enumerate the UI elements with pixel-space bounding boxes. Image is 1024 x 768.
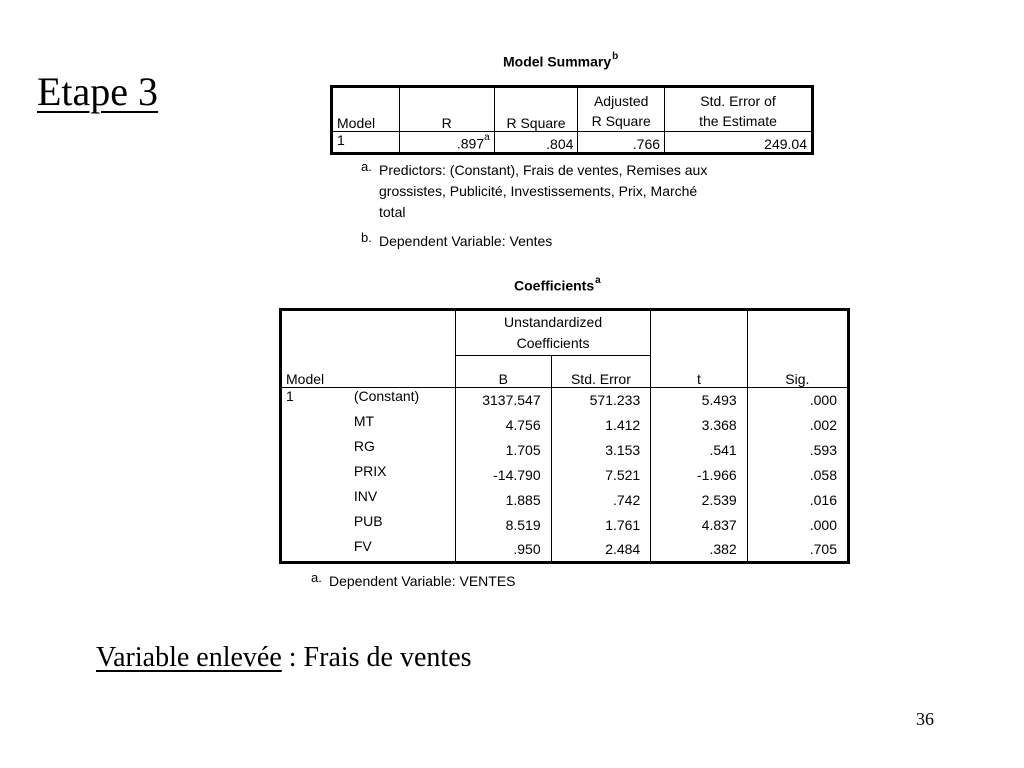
- coef-header-model: Model: [281, 310, 456, 388]
- ms-header-r: R: [399, 87, 494, 132]
- coef-cell-t: .382: [651, 538, 747, 563]
- removed-variable-value: : Frais de ventes: [281, 642, 472, 673]
- coef-cell-b: 1.885: [455, 488, 551, 513]
- ms-header-r-square: R Square: [494, 87, 578, 132]
- slide-title: Etape 3: [37, 69, 159, 114]
- ms-cell-adjusted-r-square: .766: [578, 132, 665, 154]
- coef-cell-model: [281, 438, 350, 463]
- coef-cell-sig: .000: [747, 513, 848, 538]
- coef-cell-b: -14.790: [455, 463, 551, 488]
- coef-cell-std-error: 1.761: [551, 513, 651, 538]
- coef-header-sig: Sig.: [747, 310, 848, 388]
- coef-cell-b: 4.756: [455, 413, 551, 438]
- coef-body: [281, 388, 849, 563]
- ms-footnote-b-mark: b.: [361, 230, 372, 245]
- coef-cell-sig: .058: [747, 463, 848, 488]
- ms-footnote-a-line2: grossistes, Publicité, Investissements, Prix, Marché: [379, 183, 698, 199]
- coef-cell-model: [281, 413, 350, 438]
- coef-cell-std-error: 3.153: [551, 438, 651, 463]
- coef-cell-b: 1.705: [455, 438, 551, 463]
- model-summary-caption-text: Model Summary: [503, 53, 612, 70]
- coef-cell-sig: .705: [747, 538, 848, 563]
- ms-footnote-b: [361, 231, 781, 253]
- coefficients-caption-text: Coefficients: [514, 277, 595, 294]
- coef-row: [281, 388, 849, 413]
- coef-cell-model: [281, 538, 350, 563]
- coef-cell-b: 3137.547: [455, 388, 551, 413]
- coef-row: [281, 538, 849, 563]
- coef-footnote: [311, 571, 711, 593]
- coef-cell-variable: MT: [350, 413, 456, 438]
- coef-row: [281, 438, 849, 463]
- coef-row: [281, 463, 849, 488]
- coef-cell-std-error: 2.484: [551, 538, 651, 563]
- removed-variable-line: [96, 640, 472, 676]
- coef-cell-variable: FV: [350, 538, 456, 563]
- coef-cell-std-error: 1.412: [551, 413, 651, 438]
- coef-cell-b: .950: [455, 538, 551, 563]
- coef-cell-sig: .002: [747, 413, 848, 438]
- coef-row: [281, 513, 849, 538]
- coef-cell-std-error: .742: [551, 488, 651, 513]
- coef-cell-model: [281, 513, 350, 538]
- model-summary-caption: [503, 53, 618, 70]
- ms-footnote-a-line1: Predictors: (Constant), Frais de ventes, Remises aux: [379, 162, 708, 178]
- coef-footnote-text: Dependent Variable: VENTES: [329, 573, 516, 589]
- coef-cell-sig: .016: [747, 488, 848, 513]
- ms-header-adjusted-r-square: Adjusted R Square: [578, 87, 665, 132]
- coef-header-b: B: [455, 356, 551, 388]
- coef-cell-model: [281, 488, 350, 513]
- coef-row: [281, 413, 849, 438]
- ms-footnote-b-text: Dependent Variable: Ventes: [379, 233, 553, 249]
- coef-cell-t: 3.368: [651, 413, 747, 438]
- coef-cell-t: 4.837: [651, 513, 747, 538]
- coef-header-unstandardized: Unstandardized Coefficients: [455, 310, 650, 356]
- ms-footnote-a-line3: total: [379, 204, 406, 220]
- coef-cell-t: -1.966: [651, 463, 747, 488]
- ms-header-std-error: Std. Error of the Estimate: [665, 87, 813, 132]
- coef-cell-b: 8.519: [455, 513, 551, 538]
- model-summary-caption-mark: b: [612, 51, 619, 62]
- coef-cell-model: 1: [281, 388, 350, 413]
- ms-cell-model: 1: [332, 132, 400, 154]
- removed-variable-label: Variable enlevée: [96, 642, 282, 673]
- coef-cell-model: [281, 463, 350, 488]
- coef-cell-sig: .593: [747, 438, 848, 463]
- ms-footnote-a-mark: a.: [361, 159, 372, 174]
- ms-cell-r: .897$^a$: [399, 132, 494, 154]
- coef-header-t: t: [651, 310, 747, 388]
- coef-cell-std-error: 7.521: [551, 463, 651, 488]
- coef-cell-t: .541: [651, 438, 747, 463]
- coef-cell-sig: .000: [747, 388, 848, 413]
- coef-cell-variable: (Constant): [350, 388, 456, 413]
- model-summary-table: [330, 85, 814, 155]
- ms-cell-std-error: 249.04: [665, 132, 813, 154]
- ms-footnote-a: [361, 160, 781, 226]
- coef-cell-t: 5.493: [651, 388, 747, 413]
- coef-cell-std-error: 571.233: [551, 388, 651, 413]
- coef-cell-variable: PRIX: [350, 463, 456, 488]
- coef-row: [281, 488, 849, 513]
- ms-cell-r-square: .804: [494, 132, 578, 154]
- coef-cell-variable: INV: [350, 488, 456, 513]
- coef-cell-variable: PUB: [350, 513, 456, 538]
- coefficients-table: [279, 308, 850, 564]
- coef-header-std-error: Std. Error: [551, 356, 651, 388]
- coef-cell-variable: RG: [350, 438, 456, 463]
- coefficients-caption: [514, 277, 601, 294]
- coef-footnote-mark: a.: [311, 570, 322, 585]
- ms-header-model: Model: [332, 87, 400, 132]
- coef-cell-t: 2.539: [651, 488, 747, 513]
- coefficients-caption-mark: a: [595, 275, 601, 286]
- page-number: 36: [916, 709, 934, 729]
